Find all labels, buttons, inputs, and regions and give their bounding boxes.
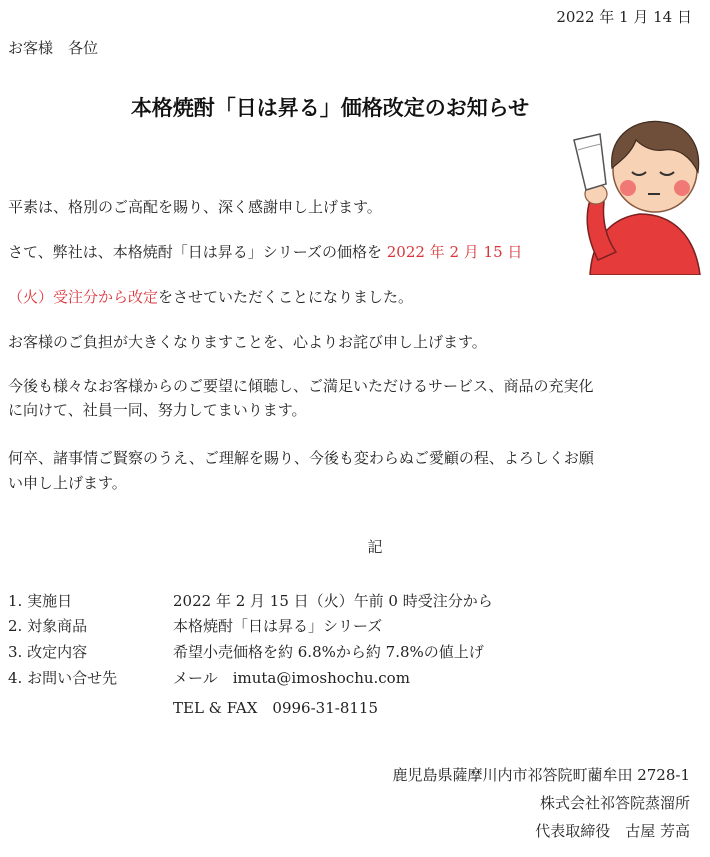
- contact-email: メール imuta@imoshochu.com: [173, 669, 410, 687]
- item-label: 2. 対象商品: [8, 617, 88, 635]
- company-representative: 代表取締役 古屋 芳高: [535, 822, 690, 840]
- paragraph-apology: お客様のご負担が大きくなりますことを、心よりお詫び申し上げます。: [8, 333, 487, 351]
- paragraph-commitment-line2: に向けて、社員一同、努力してまいります。: [8, 401, 307, 419]
- addressee: お客様 各位: [8, 39, 99, 57]
- company-name: 株式会社祁答院蒸溜所: [539, 794, 690, 812]
- paragraph-closing-line2: い申し上げます。: [8, 474, 127, 492]
- item-label: 3. 改定内容: [8, 643, 88, 661]
- document-date: 2022 年 1 月 14 日: [556, 8, 692, 26]
- announcement-text: さて、弊社は、本格焼酎「日は昇る」シリーズの価格を: [8, 243, 387, 261]
- effective-date: 2022 年 2 月 15 日: [386, 243, 523, 261]
- item-label: 1. 実施日: [8, 592, 73, 610]
- item-value: 本格焼酎「日は昇る」シリーズ: [173, 617, 383, 635]
- company-address: 鹿児島県薩摩川内市祁答院町藺牟田 2728-1: [392, 766, 690, 784]
- paragraph-announcement-cont: [8, 286, 413, 308]
- boy-cheek-right: [674, 180, 690, 196]
- boy-cheek-left: [620, 180, 636, 196]
- contact-tel: TEL & FAX 0996-31-8115: [173, 699, 378, 717]
- paragraph-closing-line1: 何卒、諸事情ご賢察のうえ、ご理解を賜り、今後も変わらぬご愛顧の程、よろしくお願: [8, 449, 594, 467]
- paragraph-greeting: 平素は、格別のご高配を賜り、深く感謝申し上げます。: [8, 198, 382, 216]
- item-label: 4. お問い合せ先: [8, 669, 118, 687]
- ki-heading: 記: [367, 538, 383, 556]
- item-value: 2022 年 2 月 15 日（火）午前 0 時受注分から: [173, 592, 493, 610]
- effective-scope: （火）受注分から改定: [8, 288, 159, 306]
- paragraph-announcement: [8, 241, 522, 263]
- glass-icon: [574, 134, 606, 190]
- paragraph-commitment-line1: 今後も様々なお客様からのご要望に傾聴し、ご満足いただけるサービス、商品の充実化: [8, 377, 594, 395]
- announcement-end: をさせていただくことになりました。: [158, 288, 414, 306]
- boy-drinking-illustration: [560, 110, 705, 275]
- page-title: 本格焼酎「日は昇る」価格改定のお知らせ: [130, 95, 530, 120]
- item-value: 希望小売価格を約 6.8%から約 7.8%の値上げ: [173, 643, 484, 661]
